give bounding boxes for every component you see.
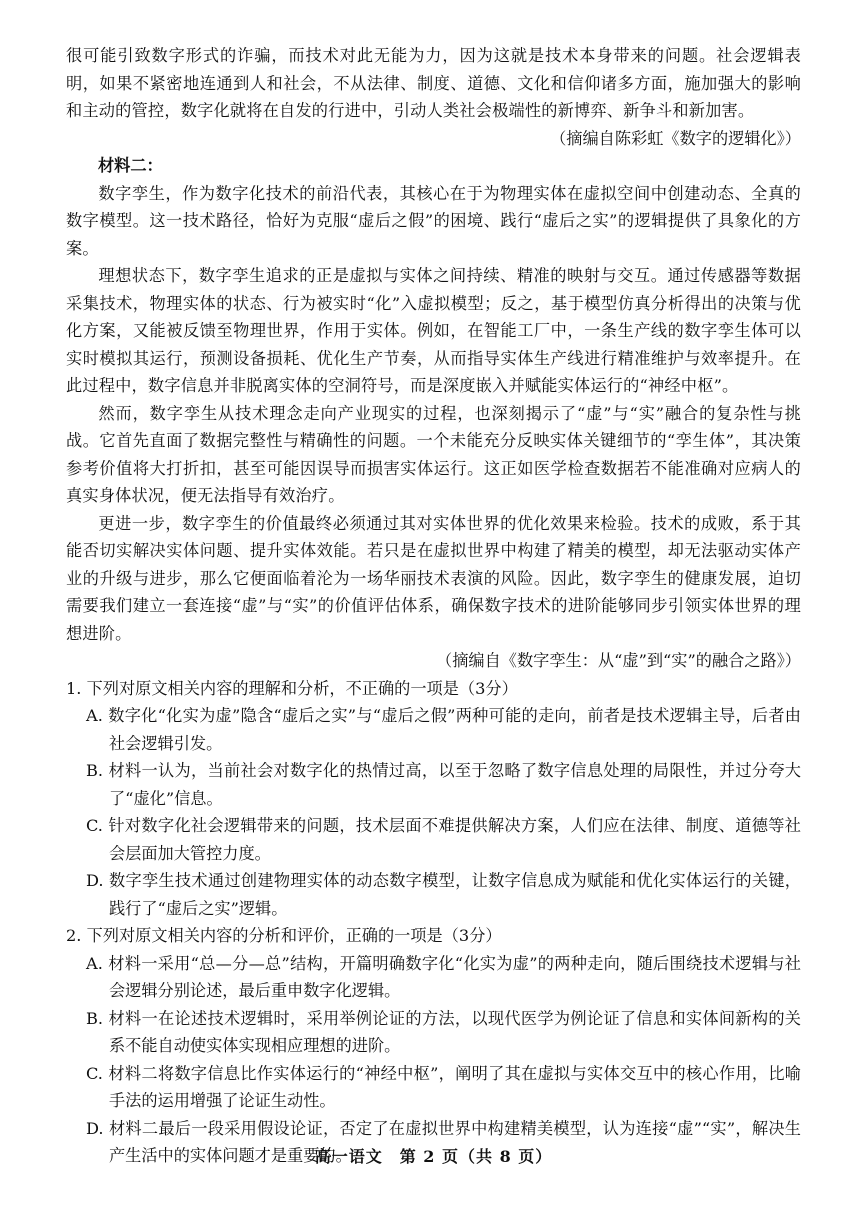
question-2 — [66, 922, 801, 1170]
material2-paragraph: 理想状态下，数字孪生追求的正是虚拟与实体之间持续、精准的映射与交互。通过传感器等数据采集技术，物理实体的状态、行为被实时“化”入虚拟模型；反之，基于模型仿真分析得出的决策与优化方案，又能被反馈至物理世界，作用于实体。例如，在智能工厂中，一条生产线的数字孪生体可以实时模拟其运行，预测设备损耗、优化生产节奏，从而指导实体生产线进行精准维护与效率提升。在此过程中，数字信息并非脱离实体的空洞符号，而是深度嵌入并赋能实体运行的“神经中枢”。 — [66, 266, 801, 395]
material2-paragraph: 数字孪生，作为数字化技术的前沿代表，其核心在于为物理实体在虚拟空间中创建动态、全真的数字模型。这一技术路径，恰好为克服“虚后之假”的困境、践行“虚后之实”的逻辑提供了具象化的方案。 — [66, 183, 801, 258]
question-option: A. 材料一采用“总—分—总”结构，开篇明确数字化“化实为虚”的两种走向，随后围绕技术逻辑与社会逻辑分别论述，最后重申数字化逻辑。 — [86, 953, 801, 1000]
question-option: B. 材料一在论述技术逻辑时，采用举例论证的方法，以现代医学为例论证了信息和实体间新构的关系不能自动使实体实现相应理想的进阶。 — [86, 1008, 801, 1055]
material2-heading: 材料二： — [98, 156, 163, 175]
material2-paragraph: 然而，数字孪生从技术理念走向产业现实的过程，也深刻揭示了“虚”与“实”融合的复杂性与挑战。它首先直面了数据完整性与精确性的问题。一个未能充分反映实体关键细节的“孪生体”，其决策参考价值将大打折扣，甚至可能因误导而损害实体运行。这正如医学检查数据若不能准确对应病人的真实身体状况，便无法指导有效治疗。 — [66, 403, 801, 505]
material2-paragraph: 更进一步，数字孪生的价值最终必须通过其对实体世界的优化效果来检验。技术的成败，系于其能否切实解决实体问题、提升实体效能。若只是在虚拟世界中构建了精美的模型，却无法驱动实体产业的升级与进步，那么它便面临着沦为一场华丽技术表演的风险。因此，数字孪生的健康发展，迫切需要我们建立一套连接“虚”与“实”的价值评估体系，确保数字技术的进阶能够同步引领实体世界的理想进阶。 — [66, 513, 801, 643]
question-option: C. 针对数字化社会逻辑带来的问题，技术层面不难提供解决方案，人们应在法律、制度、道德等社会层面加大管控力度。 — [86, 816, 801, 863]
question-option: C. 材料二将数字信息比作实体运行的“神经中枢”，阐明了其在虚拟与实体交互中的核心作用，比喻手法的运用增强了论证生动性。 — [86, 1063, 801, 1110]
material1-paragraph-tail: 很可能引致数字形式的诈骗，而技术对此无能为力，因为这就是技术本身带来的问题。社会逻辑表明，如果不紧密地连通到人和社会，不从法律、制度、道德、文化和信仰诸多方面，施加强大的影响和主动的管控，数字化就将在自发的行进中，引动人类社会极端性的新博弈、新争斗和新加害。 — [66, 46, 801, 120]
question-option: D. 数字孪生技术通过创建物理实体的动态数字模型，让数字信息成为赋能和优化实体运行的关键，践行了“虚后之实”逻辑。 — [86, 871, 801, 918]
question-stem: 1. 下列对原文相关内容的理解和分析，不正确的一项是（3分） — [66, 678, 518, 698]
page-footer: 高一语文 第 2 页（共 8 页） — [314, 1147, 553, 1166]
question-1 — [66, 675, 801, 923]
question-option: A. 数字化“化实为虚”隐含“虚后之实”与“虚后之假”两种可能的走向，前者是技术逻辑主导，后者由社会逻辑引发。 — [86, 706, 801, 753]
question-option: D. 材料二最后一段采用假设论证，否定了在虚拟世界中构建精美模型，认为连接“虚”“实”，解决生产生活中的实体问题才是重要的。 — [86, 1118, 801, 1165]
question-stem: 2. 下列对原文相关内容的分析和评价，正确的一项是（3分） — [66, 926, 502, 945]
material2-source: （摘编自《数字孪生：从“虚”到“实”的融合之路》） — [436, 651, 801, 670]
material1-source: （摘编自陈彩虹《数字的逻辑化》） — [550, 128, 801, 148]
question-option: B. 材料一认为，当前社会对数字化的热情过高，以至于忽略了数字信息处理的局限性，并过分夸大了“虚化”信息。 — [86, 761, 801, 808]
